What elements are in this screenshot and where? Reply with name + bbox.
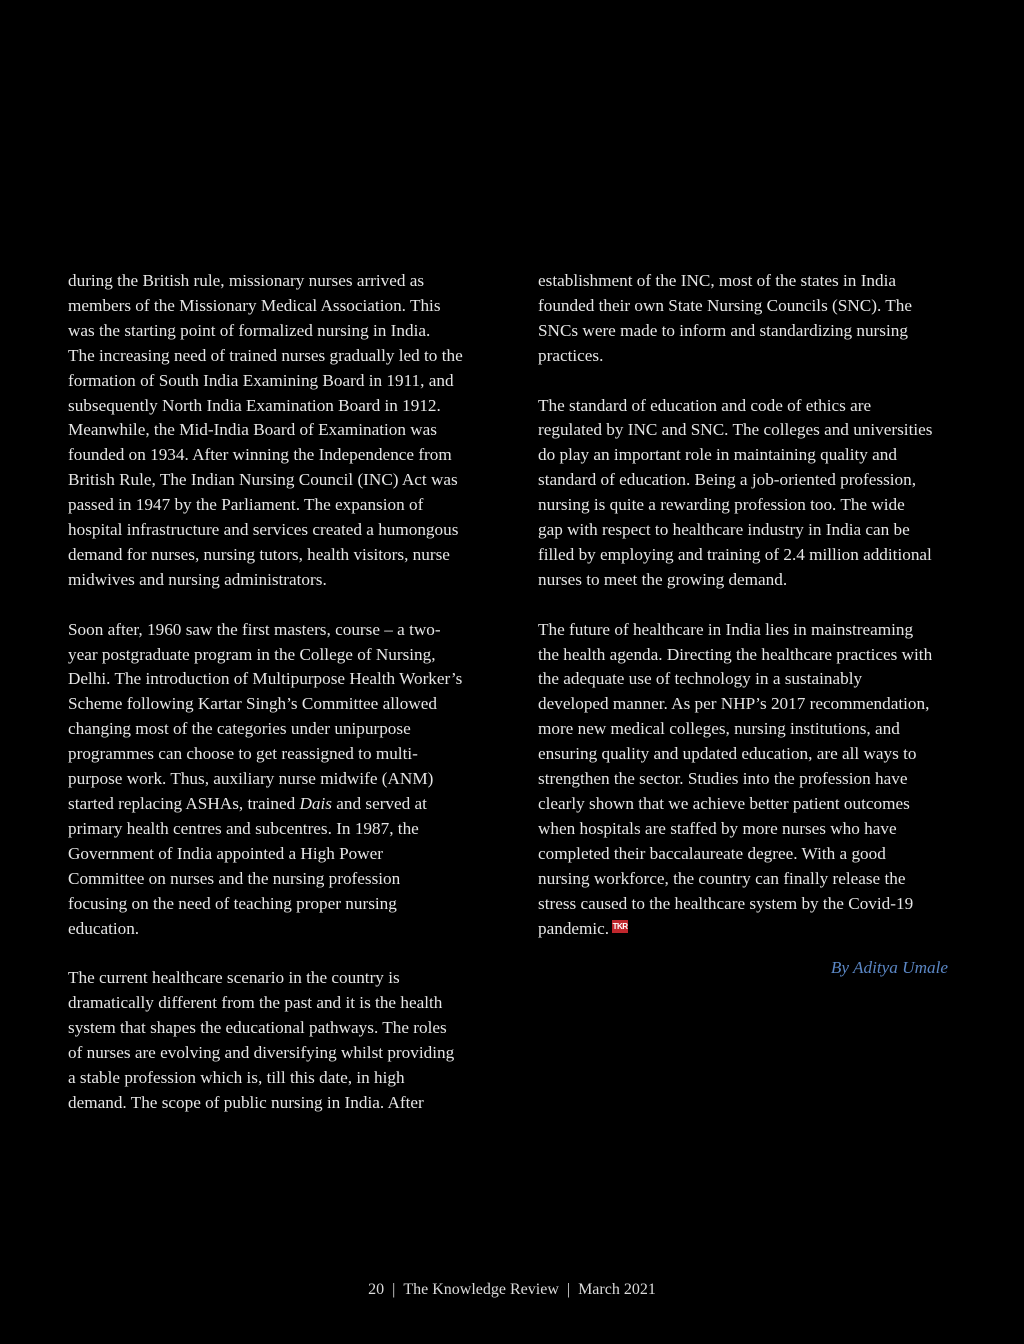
text-line: The current healthcare scenario in the country is (68, 968, 400, 988)
paragraph (538, 269, 970, 369)
publication-name: The Knowledge Review (403, 1281, 559, 1298)
italic-term: Dais (299, 794, 332, 814)
text-line: midwives and nursing administrators. (68, 569, 327, 589)
text-line: Scheme following Kartar Singh’s Committee allowed (68, 694, 437, 714)
text-line: practices. (538, 345, 604, 365)
paragraph (538, 394, 970, 593)
text-segment: started replacing ASHAs, trained (68, 794, 300, 814)
paragraph (68, 618, 500, 942)
text-line: demand. The scope of public nursing in India. After (68, 1092, 424, 1112)
text-line: primary health centres and subcentres. In 1987, the (68, 818, 419, 838)
text-line (538, 917, 970, 942)
text-line: passed in 1947 by the Parliament. The expansion of (68, 495, 424, 515)
left-column (68, 269, 500, 1141)
text-line: standard of education. Being a job-oriented profession, (538, 470, 917, 490)
text-line: do play an important role in maintaining quality and (538, 445, 897, 465)
text-line: filled by employing and training of 2.4 million additional (538, 544, 932, 564)
text-line: dramatically different from the past and it is the health (68, 993, 443, 1013)
text-line: strengthen the sector. Studies into the profession have (538, 769, 908, 789)
text-line: establishment of the INC, most of the states in India (538, 271, 897, 290)
footer-separator: | (566, 1281, 571, 1298)
text-line: system that shapes the educational pathways. The roles (68, 1018, 447, 1038)
text-line: The increasing need of trained nurses gradually led to the (68, 345, 463, 365)
text-line: subsequently North India Examination Board in 1912. (68, 395, 441, 415)
issue-date: March 2021 (578, 1281, 656, 1298)
text-line: gap with respect to healthcare industry in India can be (538, 520, 910, 540)
paragraph (538, 618, 970, 942)
text-line: SNCs were made to inform and standardizing nursing (538, 320, 908, 340)
text-line: clearly shown that we achieve better patient outcomes (538, 794, 910, 813)
text-line: programmes can choose to get reassigned to multi- (68, 744, 418, 764)
page-footer (0, 1281, 1024, 1299)
text-line: formation of South India Examining Board in 1911, and (68, 370, 454, 390)
text-line: founded their own State Nursing Councils (SNC). The (538, 295, 912, 315)
text-line: nursing is quite a rewarding profession too. The wide (538, 495, 905, 515)
text-line: ensuring quality and updated education, are all ways to (538, 744, 917, 764)
text-line: nurses to meet the growing demand. (538, 569, 788, 589)
text-line: demand for nurses, nursing tutors, health visitors, nurse (68, 544, 450, 564)
text-line: the adequate use of technology in a sustainably (538, 669, 863, 689)
text-line: focusing on the need of teaching proper nursing (68, 893, 397, 913)
text-line: founded on 1934. After winning the Independence from (68, 445, 452, 465)
text-line: The standard of education and code of ethics are (538, 395, 872, 415)
text-line: was the starting point of formalized nursing in India. (68, 320, 431, 340)
text-line: regulated by INC and SNC. The colleges and universities (538, 420, 933, 440)
text-line: a stable profession which is, till this date, in high (68, 1067, 405, 1087)
text-line: more new medical colleges, nursing institutions, and (538, 719, 900, 739)
text-segment: pandemic. (538, 918, 610, 938)
right-column (538, 269, 970, 966)
paragraph (68, 269, 500, 593)
text-line: stress caused to the healthcare system by the Covid-19 (538, 893, 914, 913)
text-line: completed their baccalaureate degree. With a good (538, 843, 886, 863)
author-byline: By Aditya Umale (830, 958, 948, 977)
text-line: Meanwhile, the Mid-India Board of Examination was (68, 420, 437, 440)
text-line: year postgraduate program in the College of Nursing, (68, 644, 436, 664)
text-line: nursing workforce, the country can finally release the (538, 868, 906, 888)
tkr-logo-icon: TKR (612, 921, 628, 931)
text-line: The future of healthcare in India lies in mainstreaming (538, 619, 914, 639)
text-line: purpose work. Thus, auxiliary nurse midwife (ANM) (68, 769, 434, 789)
text-line: Soon after, 1960 saw the first masters, course – a two- (68, 619, 441, 639)
text-line: of nurses are evolving and diversifying whilst providing (68, 1043, 455, 1063)
text-line: Committee on nurses and the nursing profession (68, 868, 401, 888)
text-line: during the British rule, missionary nurses arrived as (68, 271, 425, 290)
text-line: education. (68, 918, 140, 938)
text-line: hospital infrastructure and services created a humongous (68, 520, 459, 540)
page-number: 20 (368, 1281, 385, 1298)
paragraph (68, 966, 500, 1115)
text-line (68, 792, 500, 817)
text-line: the health agenda. Directing the healthcare practices with (538, 644, 933, 664)
text-line: Delhi. The introduction of Multipurpose Health Worker’s (68, 669, 463, 689)
text-line: changing most of the categories under unipurpose (68, 719, 411, 739)
text-segment: and served at (331, 794, 427, 814)
text-line: when hospitals are staffed by more nurses who have (538, 818, 897, 838)
text-line: Government of India appointed a High Power (68, 843, 384, 863)
text-line: developed manner. As per NHP’s 2017 recommendation, (538, 694, 930, 714)
footer-separator: | (392, 1281, 396, 1298)
text-line: British Rule, The Indian Nursing Council (INC) Act was (68, 470, 458, 490)
text-line: members of the Missionary Medical Association. This (68, 295, 441, 315)
